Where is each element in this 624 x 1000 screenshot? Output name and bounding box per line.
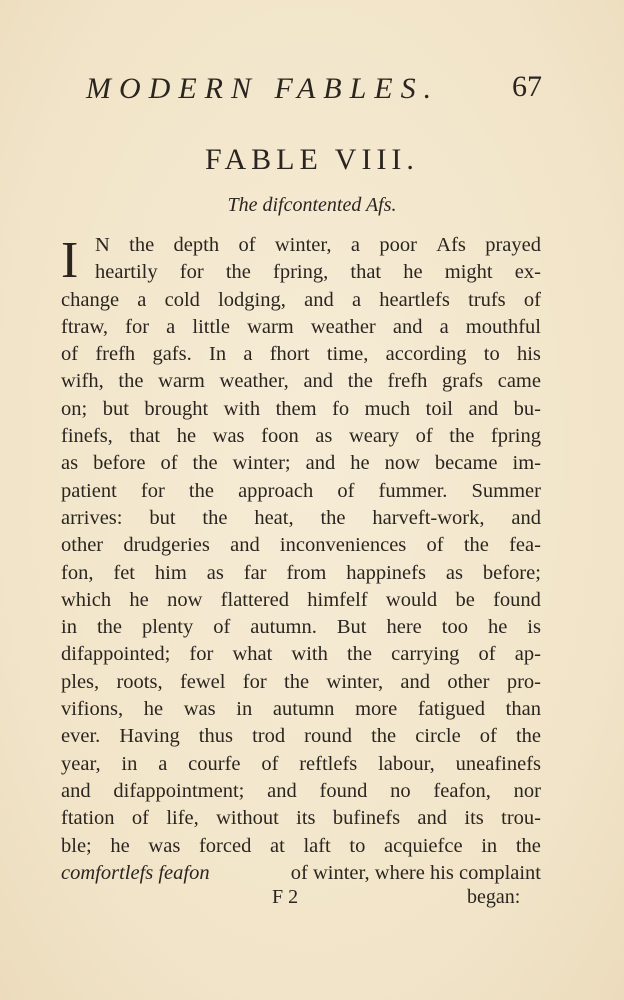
word: inconveniences (279, 534, 407, 557)
word: heat, (254, 506, 294, 529)
word: carrying (391, 643, 460, 666)
word: found (493, 588, 541, 611)
text-line (61, 368, 541, 395)
word: round (304, 725, 352, 748)
word: thus (198, 725, 233, 748)
word: a (439, 315, 449, 338)
word: its (464, 807, 484, 830)
word: much (364, 397, 411, 420)
text-line (61, 232, 541, 259)
word: of (415, 425, 433, 448)
word: ftraw, (61, 315, 109, 338)
word: in (481, 834, 498, 857)
text-span: of winter, where his complaint (290, 861, 541, 884)
word: but (149, 506, 176, 529)
word: a (166, 315, 176, 338)
word: of (426, 534, 444, 557)
word: year, (61, 752, 101, 775)
text-line (61, 450, 541, 477)
word: uneafinefs (455, 752, 541, 775)
word: fpring (490, 425, 541, 448)
text-line (61, 669, 541, 696)
page-number: 67 (512, 70, 542, 103)
word: ap- (514, 643, 541, 666)
word: labour, (378, 752, 435, 775)
word: what (232, 643, 273, 666)
word: of (479, 725, 497, 748)
word: in (61, 616, 77, 639)
word: foon (261, 425, 299, 448)
word: fatigued (417, 698, 486, 721)
word: and (304, 288, 334, 311)
word: with (291, 643, 328, 666)
word: of (213, 616, 231, 639)
word: change (61, 288, 120, 311)
word: ftation (61, 807, 115, 830)
word: In (209, 343, 227, 366)
word: as (206, 561, 224, 584)
word: found (319, 779, 368, 802)
word: which (61, 588, 112, 611)
text-line (61, 314, 541, 341)
text-line (61, 778, 541, 805)
word: his (516, 343, 541, 366)
word: was (212, 425, 245, 448)
word: is (527, 616, 541, 639)
word: came (497, 370, 541, 393)
word: the (129, 234, 155, 256)
word: and (417, 807, 448, 830)
word: trou- (501, 807, 541, 830)
word: gafs. (152, 343, 192, 366)
word: as (61, 452, 79, 475)
word: fhort (269, 343, 310, 366)
word: a (351, 288, 362, 311)
text-line (61, 833, 541, 860)
word: he (176, 425, 197, 448)
word: the (320, 506, 346, 529)
word: more (355, 698, 398, 721)
word: he (143, 698, 164, 721)
word: them (275, 397, 317, 420)
word: a (158, 752, 168, 775)
text-line (61, 696, 541, 723)
word: acquiefce (384, 834, 463, 857)
word: of (261, 752, 279, 775)
text-line (61, 860, 541, 887)
word: than (505, 698, 541, 721)
word: pro- (506, 670, 541, 693)
word: Summer (471, 479, 541, 502)
word: nor (513, 779, 541, 802)
word: of (523, 288, 541, 311)
word: as (315, 425, 333, 448)
word: its (296, 807, 316, 830)
word: before (93, 452, 146, 475)
text-line (61, 751, 541, 778)
text-line (61, 560, 541, 587)
word: the (463, 534, 489, 557)
signature-mark: F 2 (272, 886, 299, 908)
text-line (61, 478, 541, 505)
word: happinefs (346, 561, 426, 584)
word: he (110, 834, 130, 857)
catchword: began: (467, 886, 521, 908)
word: harveft-work, (372, 506, 485, 529)
word: little (192, 315, 230, 338)
word: the (449, 425, 475, 448)
word: might (444, 261, 493, 284)
text-line (61, 259, 541, 286)
word: the (188, 479, 214, 502)
word: difappointed; (61, 643, 171, 666)
word: difappointment; (113, 779, 245, 802)
drop-cap: I (61, 232, 79, 289)
word: as (445, 561, 463, 584)
word: for (125, 315, 150, 338)
word: no (390, 779, 411, 802)
word: would (385, 588, 438, 611)
word: the (225, 261, 251, 284)
word: became (434, 452, 498, 475)
word: was (183, 698, 216, 721)
word: and (61, 779, 91, 802)
running-head: MODERN FABLES. (86, 72, 440, 105)
word: of (478, 643, 496, 666)
word: with (223, 397, 261, 420)
text-line (61, 287, 541, 314)
word: weather (310, 315, 376, 338)
word: depth (173, 234, 220, 256)
word: circle (415, 725, 461, 748)
word: him (154, 561, 187, 584)
word: he (350, 452, 370, 475)
word: the (346, 643, 373, 666)
word: for (179, 261, 204, 284)
word: prayed (485, 234, 541, 256)
word: drudgeries (123, 534, 210, 557)
word: frefh (387, 370, 428, 393)
word: frefh (95, 343, 136, 366)
word: in (121, 752, 138, 775)
word: vifions, (61, 698, 124, 721)
word: other (61, 534, 104, 557)
word: grafs (442, 370, 484, 393)
word: to (349, 834, 366, 857)
word: courfe (188, 752, 241, 775)
word: of (337, 479, 355, 502)
word: the (192, 452, 218, 475)
word: and (230, 534, 260, 557)
word: ples, (61, 670, 100, 693)
word: wifh, (61, 370, 104, 393)
word: N (95, 234, 110, 256)
text-line (61, 723, 541, 750)
word: was (148, 834, 181, 857)
word: the (347, 370, 373, 393)
word: patient (61, 479, 117, 502)
word: the (515, 725, 541, 748)
word: roots, (116, 670, 163, 693)
word: Afs (436, 234, 466, 256)
word: weather, (219, 370, 289, 393)
word: ble; (61, 834, 92, 857)
word: arrives: (61, 506, 123, 529)
text-line (61, 641, 541, 668)
word: here (386, 616, 422, 639)
word: fummer. (378, 479, 448, 502)
word: for (189, 643, 214, 666)
word: he (487, 616, 508, 639)
word: trufs (468, 288, 506, 311)
word: and (400, 670, 431, 693)
word: warm (247, 315, 294, 338)
word: forced (198, 834, 252, 857)
word: that (129, 425, 161, 448)
word: laft (303, 834, 331, 857)
word: bufinefs (332, 807, 401, 830)
word: autumn. (250, 616, 317, 639)
word: time, (326, 343, 369, 366)
word: fon, (61, 561, 94, 584)
word: Having (119, 725, 180, 748)
word: and (392, 315, 423, 338)
word: according (385, 343, 467, 366)
word: a (137, 288, 147, 311)
word: heartlefs (379, 288, 450, 311)
fable-title: FABLE VIII. (205, 143, 419, 176)
word: brought (144, 397, 209, 420)
word: feafon, (433, 779, 491, 802)
text-line (61, 614, 541, 641)
word: approach (238, 479, 314, 502)
word: and (468, 397, 499, 420)
word: and (511, 506, 541, 529)
word: the (515, 834, 541, 857)
word: he (129, 588, 149, 611)
word: fewel (179, 670, 226, 693)
word: he (403, 261, 423, 284)
word: for (242, 670, 267, 693)
word: without (216, 807, 279, 830)
word: winter, (274, 234, 332, 256)
word: of (160, 452, 178, 475)
word: from (286, 561, 327, 584)
text-line (61, 805, 541, 832)
word: himfelf (307, 588, 368, 611)
word: a (243, 343, 253, 366)
word: other (447, 670, 490, 693)
word: flattered (220, 588, 289, 611)
word: but (102, 397, 129, 420)
word: fo (332, 397, 350, 420)
word: far (243, 561, 267, 584)
word: reftlefs (299, 752, 358, 775)
body-text (61, 232, 541, 887)
word: before; (482, 561, 541, 584)
word: heartily (95, 261, 158, 284)
word: of (238, 234, 256, 256)
word: autumn (272, 698, 335, 721)
word: that (350, 261, 382, 284)
word: the (118, 370, 144, 393)
word: a (350, 234, 360, 256)
fable-subtitle: The difcontented Afs. (227, 194, 397, 216)
word: winter, (326, 670, 384, 693)
word: and (305, 452, 336, 475)
word: for (140, 479, 165, 502)
word: of (131, 807, 149, 830)
word: poor (379, 234, 417, 256)
text-line (61, 505, 541, 532)
word: ever. (61, 725, 101, 748)
italic-phrase: comfortlefs feafon (61, 861, 210, 884)
word: ex- (514, 261, 541, 284)
text-line (61, 341, 541, 368)
word: lodging, (218, 288, 286, 311)
word: life, (166, 807, 199, 830)
word: fet (113, 561, 135, 584)
word: weary (348, 425, 400, 448)
word: be (455, 588, 475, 611)
word: the (284, 670, 310, 693)
word: at (269, 834, 285, 857)
word: the (96, 616, 122, 639)
word: the (202, 506, 228, 529)
word: now (384, 452, 420, 475)
text-line (61, 587, 541, 614)
word: mouthful (465, 315, 541, 338)
text-line (61, 423, 541, 450)
word: fea- (509, 534, 541, 557)
word: winter; (232, 452, 291, 475)
word: But (336, 616, 367, 639)
word: plenty (141, 616, 194, 639)
word: fpring, (273, 261, 329, 284)
text-line (61, 396, 541, 423)
word: trod (252, 725, 286, 748)
word: the (371, 725, 397, 748)
word: warm (158, 370, 205, 393)
word: toil (425, 397, 453, 420)
word: now (167, 588, 203, 611)
word: finefs, (61, 425, 113, 448)
word: bu- (513, 397, 541, 420)
word: of (61, 343, 79, 366)
word: cold (164, 288, 200, 311)
word: on; (61, 397, 88, 420)
word: im- (512, 452, 541, 475)
text-line (61, 532, 541, 559)
word: too (441, 616, 468, 639)
word: to (483, 343, 500, 366)
word: and (267, 779, 297, 802)
word: and (303, 370, 334, 393)
word: in (236, 698, 253, 721)
